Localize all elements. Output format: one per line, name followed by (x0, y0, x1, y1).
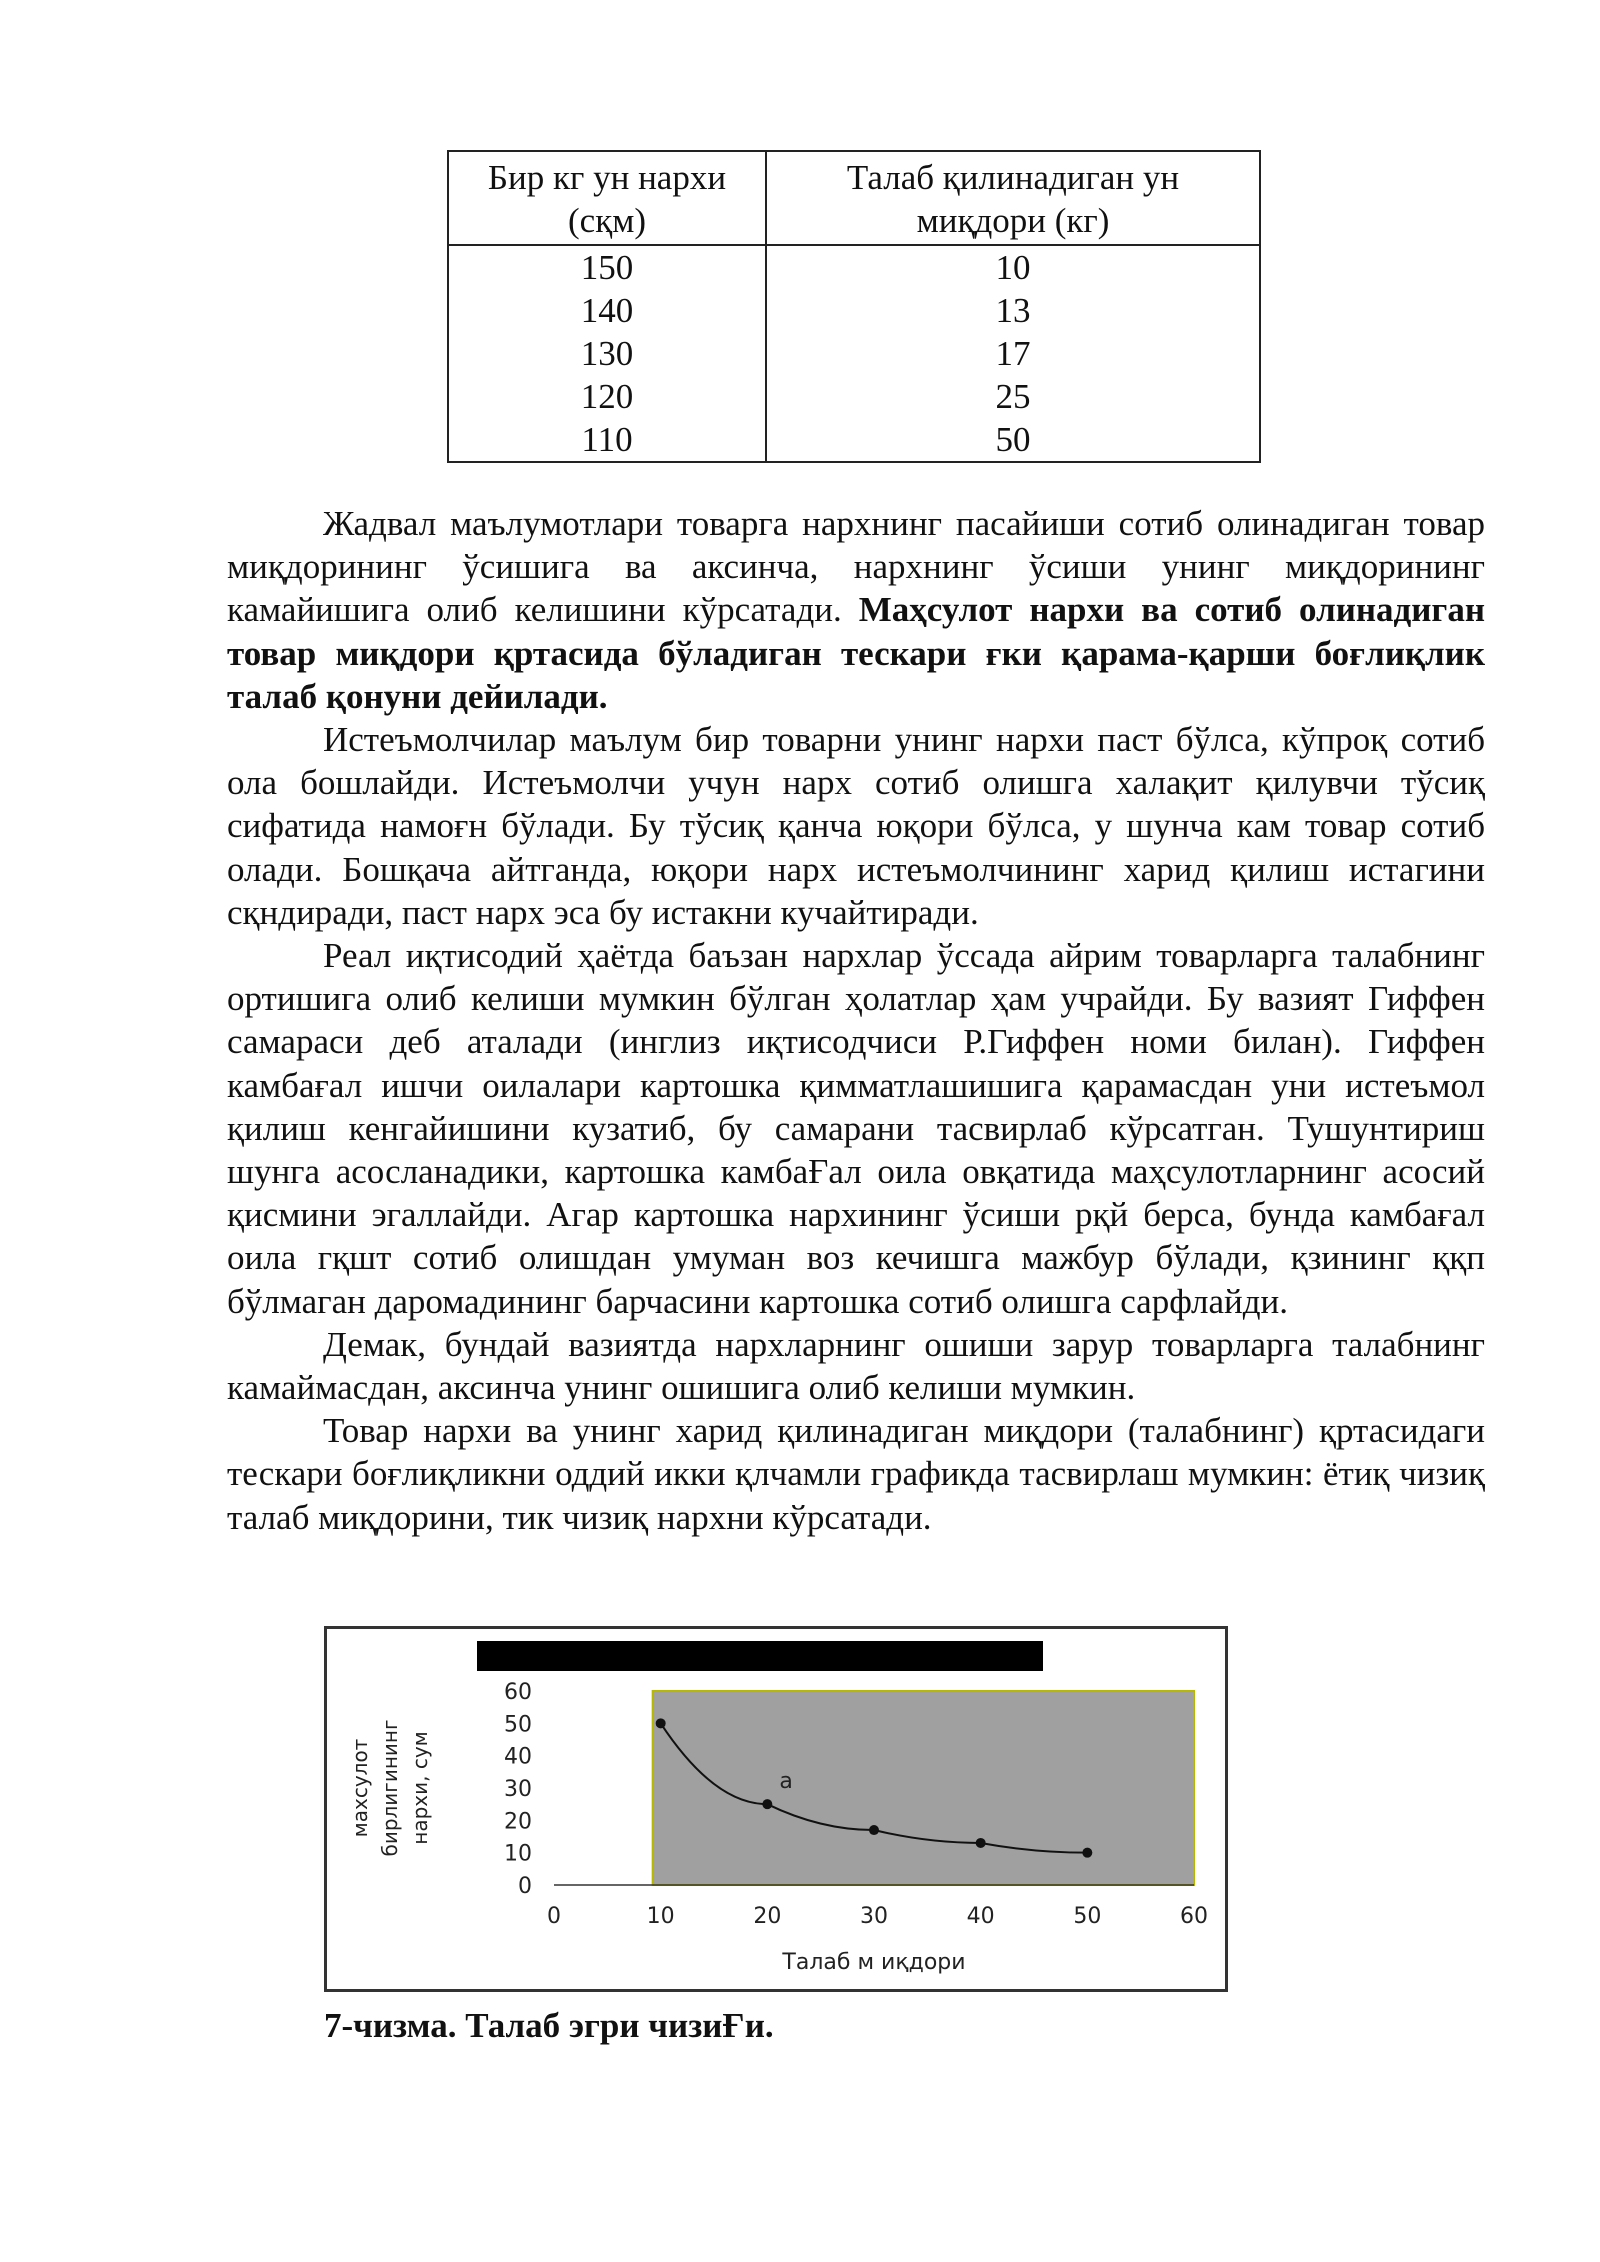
table-cell-quantity: 25 (766, 375, 1260, 418)
table-row (448, 245, 1260, 289)
x-tick-label: 30 (860, 1904, 888, 1929)
table-cell-quantity: 50 (766, 418, 1260, 462)
paragraph-5: Товар нархи ва унинг харид қилинадиган миқдори (талабнинг) қртасидаги тескари боғлиқликни оддий икки қлчамли графикда тасвирлаш мумкин: ётиқ чизиқ талаб миқдорини, тик чизиқ нархни кўрсатади. (227, 1411, 1485, 1537)
y-tick-label: 0 (518, 1874, 532, 1899)
demand-curve-chart (327, 1629, 1225, 1989)
y-tick-label: 10 (504, 1841, 532, 1867)
table-cell-quantity: 10 (766, 245, 1260, 289)
y-axis-title-line: бирлигининг (378, 1719, 402, 1857)
table-row (448, 289, 1260, 332)
table-row (448, 418, 1260, 462)
demand-curve-figure (324, 1626, 1228, 1992)
body-text (227, 502, 1485, 1539)
header-line: (сқм) (568, 201, 646, 240)
paragraph-1 (227, 502, 1485, 718)
paragraph-text: Жадвал маълумотлари товарга нархнинг пасайиши сотиб олинадиган товар миқдорининг ўсишига ва аксинча, нархнинг ўсиши унинг миқдорининг камайишига олиб келишини кўрсатади. (227, 504, 1485, 630)
x-tick-label: 0 (547, 1904, 561, 1929)
plot-area (653, 1691, 1194, 1885)
paragraph-2: Истеъмолчилар маълум бир товарни унинг нархи паст бўлса, кўпроқ сотиб ола бошлайди. Истеъмолчи учун нарх сотиб олишга халақит қилувчи тўсиқ сифатида намоғн бўлади. Бу тўсиқ қанча юқори бўлса, у шунча кам товар сотиб олади. Бошқача айтганда, юқори нарх истеъмолчининг харид қилиш истагини сқндиради, паст нарх эса бу истакни кучайтиради. (227, 720, 1485, 932)
data-point (762, 1799, 772, 1809)
y-tick-label: 30 (504, 1777, 532, 1802)
header-line: миқдори (кг) (916, 201, 1110, 240)
x-tick-label: 20 (753, 1904, 782, 1929)
table-cell-price: 150 (448, 245, 766, 289)
table-row (448, 332, 1260, 375)
demand-table (447, 150, 1261, 463)
table-header-quantity (766, 151, 1260, 245)
x-tick-label: 50 (1073, 1904, 1102, 1929)
figure-caption: 7-чизма. Талаб эгри чизиҒи. (324, 2006, 774, 2045)
x-tick-label: 10 (646, 1904, 675, 1929)
point-label-a: a (779, 1769, 793, 1795)
table-cell-price: 120 (448, 375, 766, 418)
table-row (448, 375, 1260, 418)
table-cell-price: 130 (448, 332, 766, 375)
y-tick-label: 40 (504, 1744, 532, 1770)
y-axis-title-line: нархи, сум (408, 1731, 432, 1845)
header-line: Бир кг ун нархи (487, 158, 727, 197)
y-axis-title-line: махсулот (348, 1738, 372, 1838)
y-tick-label: 60 (504, 1680, 532, 1705)
y-tick-label: 20 (504, 1809, 532, 1835)
table-header-row (448, 151, 1260, 245)
table-cell-price: 140 (448, 289, 766, 332)
law-of-demand-definition: Маҳсулот нархи ва сотиб олинадиган товар миқдори қртасида бўладиган тескари ғки қарама-қарши боғлиқлик талаб қонуни дейилади. (227, 590, 1485, 716)
paragraph-3: Реал иқтисодий ҳаётда баъзан нархлар ўссада айрим товарларга талабнинг ортишига олиб келиши мумкин бўлган ҳолатлар ҳам учрайди. Бу вазият Гиффен самараси деб аталади (инглиз иқтисодчиси Р.Гиффен номи билан). Гиффен камбағал ишчи оилалари картошка қимматлашишига қарамасдан уни истеъмол қилиш кенгайишини кузатиб, бу самарани тасвирлаб кўрсатган. Тушунтириш шунга асосланадики, картошка камбаҒал оила овқатида маҳсулотларнинг асосий қисмини эгаллайди. Агар картошка нархининг ўсиши рқй берса, бунда камбағал оила гқшт сотиб олишдан умуман воз кечишга мажбур бўлади, қзининг ққп бўлмаган даромадининг барчасини картошка сотиб олишга сарфлайди. (227, 936, 1485, 1321)
paragraph-4: Демак, бундай вазиятда нархларнинг ошиши зарур товарларга талабнинг камаймасдан, аксинча унинг ошишига олиб келиши мумкин. (227, 1324, 1485, 1408)
x-tick-label: 40 (966, 1904, 995, 1929)
x-tick-label: 60 (1180, 1904, 1208, 1929)
table-cell-quantity: 17 (766, 332, 1260, 375)
redacted-title-bar (477, 1641, 1043, 1671)
table-header-price (448, 151, 766, 245)
header-line: Талаб қилинадиган ун (846, 158, 1180, 197)
table-cell-quantity: 13 (766, 289, 1260, 332)
x-axis-title: Талаб м иқдори (782, 1950, 966, 1975)
y-tick-label: 50 (504, 1712, 532, 1738)
y-axis-title (348, 1720, 432, 1857)
table-cell-price: 110 (448, 418, 766, 462)
data-point (976, 1838, 986, 1848)
data-point (869, 1825, 879, 1835)
data-point (1082, 1848, 1092, 1858)
data-point (656, 1718, 666, 1728)
